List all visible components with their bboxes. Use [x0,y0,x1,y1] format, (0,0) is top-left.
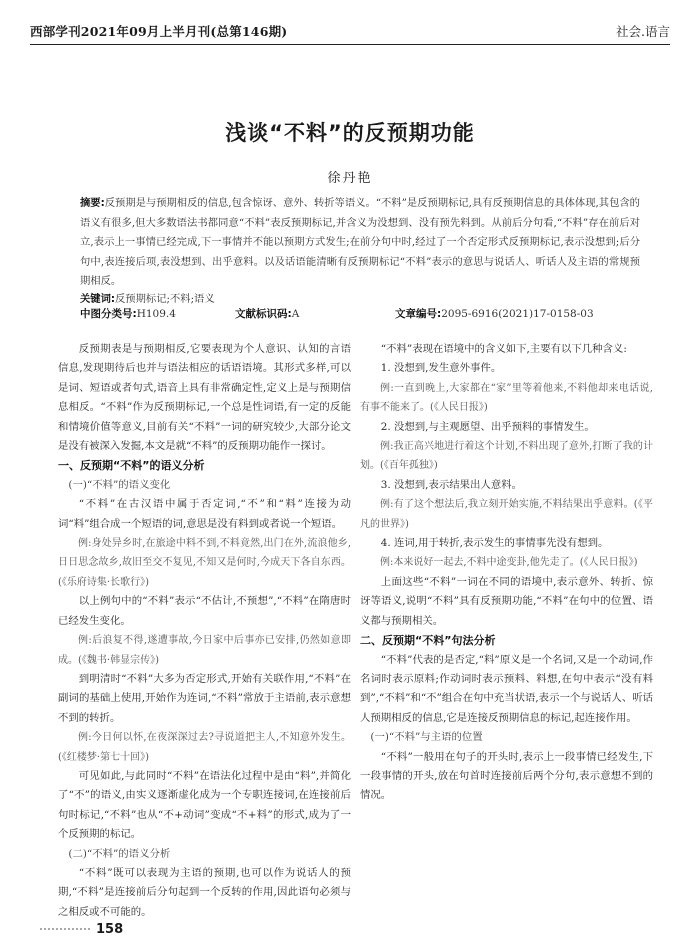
journal-name: 西部学刊2021年09月上半月刊(总第146期) [30,24,288,39]
article-title: 浅谈“不料”的反预期功能 [225,121,475,145]
paragraph: “不料”代表的是否定,“料”原义是一个名词,又是一个动词,作名词时表示原料;作动词时表示预料、料想,在句中表示“没有料到”,“不料”和“不”组合在句中充当状语,表示一个与说话人、听话人预期相反的信息,它是连接反预期信息的标记,起连接作用。 [360,653,653,724]
article-number-label: 文章编号: [395,308,442,320]
abstract-text: 反预期是与预期相反的信息,包含惊讶、意外、转折等语义。“不料”是反预期标记,具有反预期信息的具体体现,其包含的语义有很多,但大多数语法书都同意“不料”表反预期标记,并含义为没想到、没有预先料到。从前后分句看,“不料”存在前后对立,表示上一事情已经完成,下一事情并不能以预期方式发生;在前分句中时,经过了一个否定形式反预期标记,表示没想到;后分句中,表连接后项,表没想到、出乎意料。以及话语能清晰有反预期标记“不料”表示的意思与说话人、听话人及主语的常规预期相反。 [80,197,640,287]
clc-number [80,306,176,321]
paragraph: 可见如此,与此同时“不料”在语法化过程中是由“料”,并简化了“不”的语义,由实义逐渐虚化成为一个专职连接词,在连接前后句时标记,“不料”也从“不+动词”变成“不+料”的形式,成为了一个反预期的标记。 [58,769,351,841]
paragraph: 反预期表是与预期相反,它要表现为个人意识、认知的言语信息,发现期待后也并与语法相应的话语语境。其形式多样,可以是词、短语或者句式,语音上具有非常确定性,定义上是与预期信息相反。“不料”作为反预期标记,一个总是性词语,有一定的反能和情境价值等意义,目前有关“不料”一词的研究较少,大部分论文是没有被深入发掘,本文是就“不料”的反预期功能作一探讨。 [58,343,351,453]
doc-label: 文献标识码: [235,308,292,320]
example-quote: 例:身处异乡时,在旅途中料不到,不料竟然,出门在外,流浪他乡,日日思念故乡,故旧至交不复见,不知又是何时,今成天下各自东西。(《乐府诗集·长歌行》) [58,538,351,588]
keywords-label: 关键词: [80,293,116,305]
right-column [360,340,653,806]
article-number [395,306,594,321]
sense-item: 4. 连词,用于转折,表示发生的事情事先没有想到。 [380,537,609,550]
keywords-text: 反预期标记;不料;语义 [115,293,215,305]
article-author: 徐丹艳 [327,171,373,186]
paragraph: “不料”在古汉语中属于否定词,“不”和“料”连接为动词“料”组合成一个短语的词,意思是没有料到或者说一个短语。 [58,498,351,530]
sense-item: 3. 没想到,表示结果出人意料。 [380,478,523,491]
example-quote: 例:我正高兴地进行着这个计划,不料出现了意外,打断了我的计划。(《百年孤独》) [360,441,653,472]
paragraph: “不料”一般用在句子的开头时,表示上一段事情已经发生,下一段事情的开头,放在句首时连接前后两个分句,表示意想不到的情况。 [360,750,653,802]
example-quote: 例:后浪复不得,遂遭事故,今日家中后事亦已安排,仍然如意即成。(《魏书·韩显宗传》) [58,635,351,666]
keywords [80,290,640,305]
example-quote: 例:有了这个想法后,我立刻开始实施,不料结果出乎意料。(《平凡的世界》) [360,499,653,530]
subsection-heading: (二)“不料”的语义分析 [68,847,171,860]
clc-label: 中图分类号: [80,308,137,320]
left-column [58,340,351,922]
paragraph: 上面这些“不料”一词在不同的语境中,表示意外、转折、惊讶等语义,说明“不料”具有反预期功能,“不料”在句中的位置、语义都与预期相关。 [360,575,653,627]
subsection-heading: (一)“不料”与主语的位置 [370,731,483,744]
paragraph: 以上例句中的“不料”表示“不估计,不预想”,“不料”在隋唐时已经发生变化。 [58,595,351,627]
sense-item: 2. 没想到,与主观愿望、出乎预料的事情发生。 [380,420,595,433]
section-heading: 一、反预期“不料”的语义分析 [58,459,205,473]
section-heading: 二、反预期“不料”句法分析 [360,634,496,648]
header-divider [30,44,670,45]
clc-value: H109.4 [136,308,176,320]
example-quote: 例:本来说好一起去,不料中途变卦,他先走了。(《人民日报》) [380,557,638,569]
footer-dot-rule [40,928,90,932]
subsection-heading: (一)“不料”的语义变化 [68,478,171,491]
doc-value: A [291,308,300,320]
page-number: 158 [96,922,124,937]
paragraph: “不料”表现在语境中的含义如下,主要有以下几种含义: [380,343,627,355]
paragraph: “不料”既可以表现为主语的预期,也可以作为说话人的预期,“不料”是连接前后分句起到一个反转的作用,因此语句必须与之相反或不可能的。 [58,866,351,918]
abstract [80,194,640,292]
example-quote: 例:今日何以怀,在夜深深过去?寻说道把主人,不知意外发生。(《红楼梦·第七十回》) [58,732,351,763]
document-code [235,306,299,321]
paragraph: 到明清时“不料”大多为否定形式,开始有关联作用,“不料”在副词的基础上使用,开始作为连词,“不料”常放于主语前,表示意想不到的转折。 [58,672,351,724]
abstract-label: 摘要: [80,197,105,209]
sense-item: 1. 没想到,发生意外事件。 [380,362,502,375]
article-number-value: 2095-6916(2021)17-0158-03 [441,308,594,320]
running-header [30,22,670,42]
example-quote: 例:一直到晚上,大家都在“家”里等着他来,不料他却来电话说,有事不能来了。(《人民日报》) [360,382,653,414]
section-label: 社会.语言 [616,24,670,39]
